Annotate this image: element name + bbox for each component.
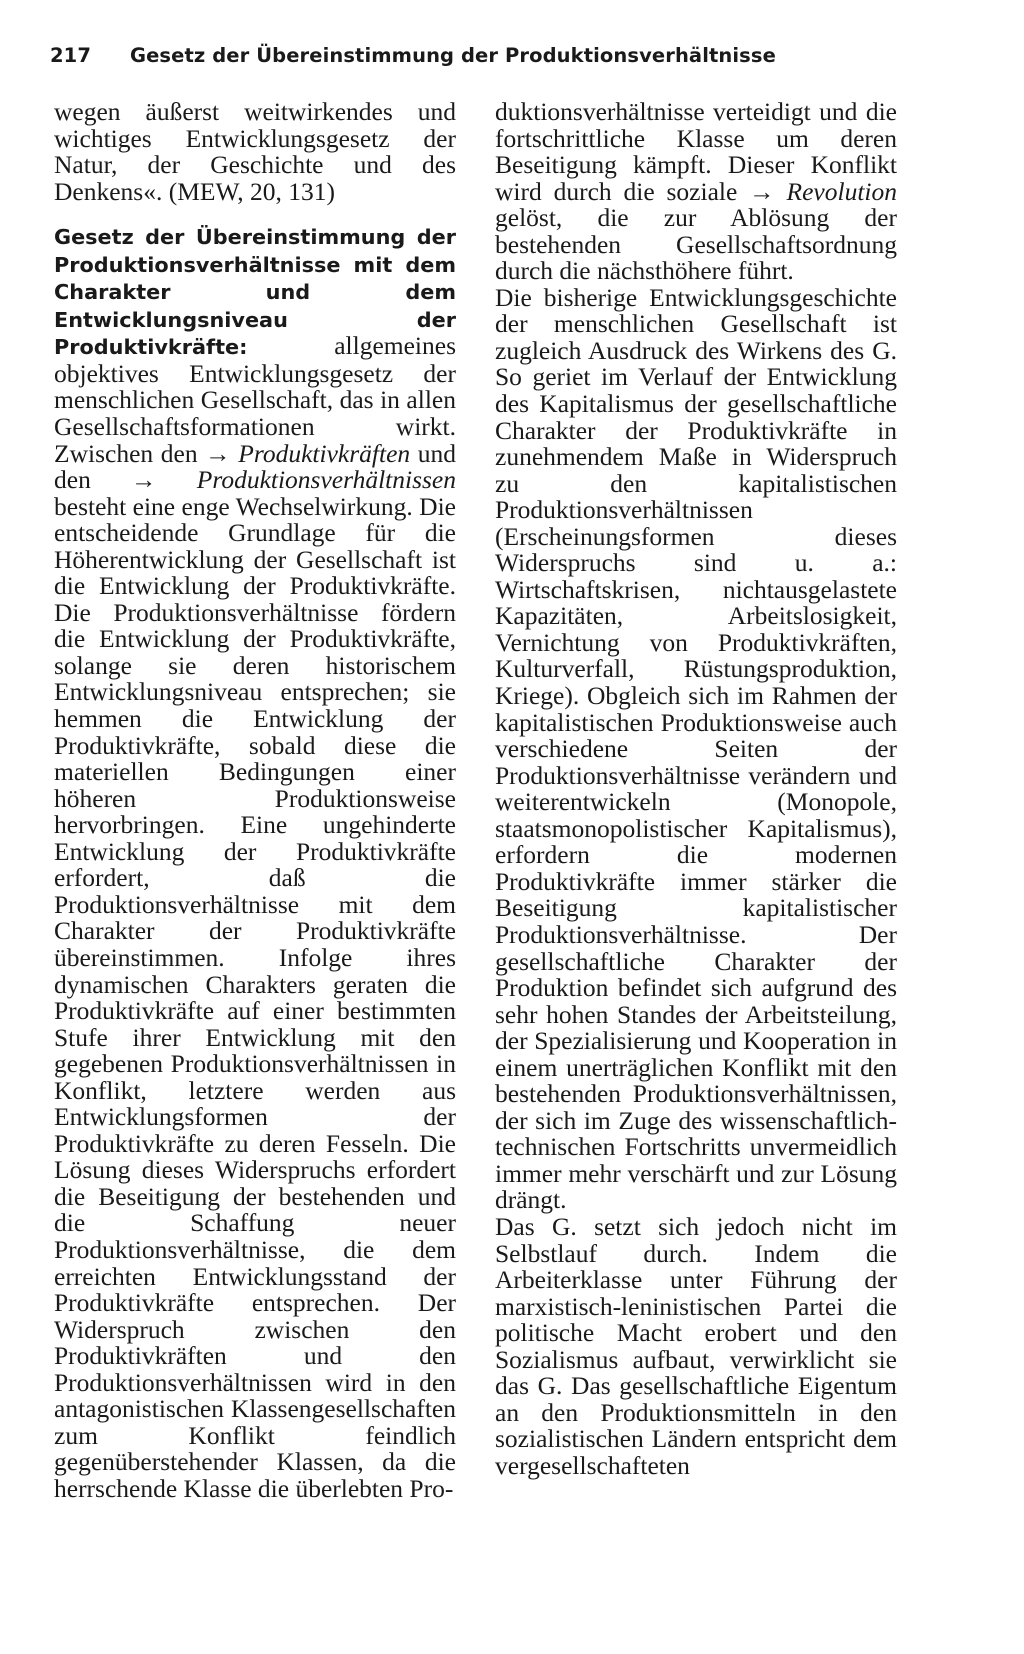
- entry-term: Gesetz der Übereinstimmung der Produktionsverhältnisse mit dem Charakter und dem Entwicklungsniveau der Produktivkräfte:: [54, 225, 456, 360]
- right-paragraph-2: Die bisherige Entwicklungsgeschichte der menschlichen Gesellschaft ist zugleich Ausdruck des Wirkens des G. So geriet im Verlauf der Entwicklung des Kapitalismus der gesellschaftliche Charakter der Produktivkräfte in zunehmendem Maße in Widerspruch zu den kapitalistischen Produktionsverhältnissen (Erscheinungsformen dieses Widerspruchs sind u. a.: Wirtschaftskrisen, nichtausgelastete Kapazitäten, Arbeitslosigkeit, Vernichtung von Produktivkräften, Kulturverfall, Rüstungsproduktion, Kriege). Obgleich sich im Rahmen der kapitalistischen Produktionsweise auch verschiedene Seiten der Produktionsverhältnisse verändern und weiterentwickeln (Monopole, staatsmonopolistischer Kapitalismus), erfordern die modernen Produktivkräfte immer stärker die Beseitigung kapitalistischer Produktionsverhältnisse. Der gesellschaftliche Charakter der Produktion befindet sich aufgrund des sehr hohen Standes der Arbeitsteilung, der Spezialisierung und Kooperation in einem unerträglichen Konflikt mit den bestehenden Produktionsverhältnissen, der sich im Zuge des wissenschaftlich-technischen Fortschritts unvermeidlich immer mehr verschärft und zur Lösung drängt.: [495, 282, 897, 1215]
- running-head: [50, 44, 900, 67]
- entry-paragraph: [54, 223, 456, 1502]
- running-title: Gesetz der Übereinstimmung der Produktionsverhältnisse: [130, 44, 776, 67]
- right-paragraph-1: [495, 99, 897, 285]
- ref-produktionsverhaeltnissen: Produktionsverhältnissen: [196, 465, 456, 495]
- ref-produktivkraeften: Produktivkräften: [238, 438, 411, 468]
- continuation-paragraph: wegen äußerst weitwirkendes und wichtiges Entwicklungsgesetz der Natur, der Geschichte und des Denkens«. (MEW, 20, 131): [54, 97, 456, 206]
- right-column: [495, 99, 897, 1479]
- para1-text-1: duktionsverhältnisse verteidigt und die fortschrittliche Klasse um deren Beseitigung kämpft. Dieser Konflikt wird durch die soziale →: [495, 97, 897, 206]
- ref-revolution: Revolution: [786, 176, 897, 206]
- entry-text-3: besteht eine enge Wechselwirkung. Die entscheidende Grundlage für die Höherentwicklung der Gesellschaft ist die Entwicklung der Produktivkräfte. Die Produktionsverhältnisse fördern die Entwicklung der Produktivkräfte, solange sie deren historischem Entwicklungsniveau entsprechen; sie hemmen die Entwicklung der Produktivkräfte, sobald diese die materiellen Bedingungen einer höheren Produktionsweise hervorbringen. Eine ungehinderte Entwicklung der Produktivkräfte erfordert, daß die Produktionsverhältnisse mit dem Charakter der Produktivkräfte übereinstimmen. Infolge ihres dynamischen Charakters geraten die Produktivkräfte auf einer bestimmten Stufe ihrer Entwicklung mit den gegebenen Produktionsverhältnissen in Konflikt, letztere werden aus Entwicklungsformen der Produktivkräfte zu deren Fesseln. Die Lösung dieses Widerspruchs erfordert die Beseitigung der bestehenden und die Schaffung neuer Produktionsverhältnisse, die dem erreichten Entwicklungsstand der Produktivkräfte entsprechen. Der Widerspruch zwischen den Produktivkräften und den Produktionsverhältnissen wird in den antagonistischen Klassengesellschaften zum Konflikt feindlich gegenüberstehender Klassen, da die herrschende Klasse die überlebten Pro-: [54, 491, 456, 1503]
- entry-text-2: und den →: [54, 438, 456, 495]
- left-column: [54, 99, 456, 1502]
- entry-gap: [54, 205, 456, 223]
- right-paragraph-3: Das G. setzt sich jedoch nicht im Selbstlauf durch. Indem die Arbeiterklasse unter Führung der marxistisch-leninistischen Partei die politische Macht erobert und den Sozialismus aufbaut, verwirklicht sie das G. Das gesellschaftliche Eigentum an den Produktionsmitteln in den sozialistischen Ländern entspricht dem vergesellschafteten: [495, 1211, 897, 1480]
- para1-text-2: gelöst, die zur Ablösung der bestehenden Gesellschaftsordnung durch die nächsthöhere führt.: [495, 203, 897, 286]
- page-number: 217: [50, 44, 92, 67]
- entry-text-1: allgemeines objektives Entwicklungsgesetz der menschlichen Gesellschaft, das in allen Gesellschaftsformationen wirkt. Zwischen den →: [54, 331, 456, 468]
